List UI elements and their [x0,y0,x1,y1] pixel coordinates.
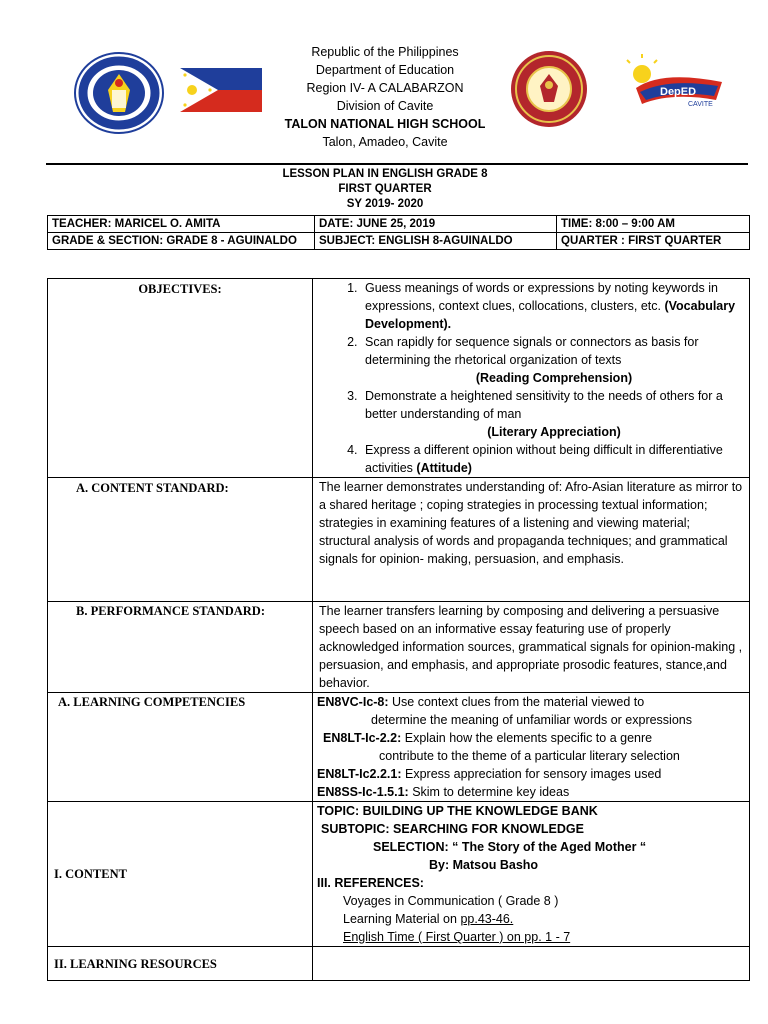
learning-competencies-label: A. LEARNING COMPETENCIES [58,695,246,709]
learning-resources-row [48,947,750,981]
competency-cont: contribute to the theme of a particular literary selection [379,749,680,763]
lesson-plan-title [180,167,590,212]
svg-text:CAVITE: CAVITE [688,101,713,108]
lesson-plan-table [47,278,750,981]
objective-item: 1. Guess meanings of words or expressions by noting keywords in expressions, context clues, collocations, clusters, etc. (Vocabulary Development). [361,279,743,333]
objective-item: 2. Scan rapidly for sequence signals or connectors as basis for determining the rhetorical organization of texts (Reading Comprehension) [361,333,743,387]
performance-standard-row [48,602,750,693]
learning-competencies-row [48,693,750,802]
title-line-1: LESSON PLAN IN ENGLISH GRADE 8 [282,168,488,180]
header-line-4: Division of Cavite [336,99,434,113]
selection: SELECTION: “ The Story of the Aged Mother “ [373,840,647,854]
competency-item: EN8LT-Ic2.2.1: Express appreciation for sensory images used [317,767,662,781]
header-line-2: Department of Education [315,63,455,77]
school-seal-logo [510,50,588,128]
svg-text:DepED: DepED [660,86,697,98]
content-row [48,802,750,947]
header-line-1: Republic of the Philippines [311,45,459,59]
reference-2-link[interactable]: pp.43-46. [460,912,514,926]
objectives-row [48,279,750,478]
quarter-cell: QUARTER : FIRST QUARTER [557,233,750,250]
competency-item: EN8SS-Ic-1.5.1: Skim to determine key ideas [317,785,570,799]
header-line-3: Region IV- A CALABARZON [306,81,464,95]
content-standard-text: The learner demonstrates understanding of: Afro-Asian literature as mirror to a shared heritage ; coping strategies in processing textual information; strategies in examining features of a listening and viewing material; structural analysis of words and propaganda techniques; and grammatical signals for opinion- making, persuasion, and emphasis. [313,478,750,602]
subtopic: SUBTOPIC: SEARCHING FOR KNOWLEDGE [321,822,584,836]
grade-section-cell: GRADE & SECTION: GRADE 8 - AGUINALDO [48,233,315,250]
topic: TOPIC: BUILDING UP THE KNOWLEDGE BANK [317,804,598,818]
objective-item: 4. Express a different opinion without being difficult in differentiative activities (Attitude) [361,441,743,477]
title-line-3: SY 2019- 2020 [346,198,424,210]
competency-item: EN8VC-Ic-8: Use context clues from the material viewed to [317,695,645,709]
reference-1: Voyages in Communication ( Grade 8 ) [343,894,559,908]
header-divider [46,163,748,165]
competency-item: EN8LT-Ic-2.2: Explain how the elements specific to a genre [323,731,653,745]
info-table [47,215,750,250]
objective-item: 3. Demonstrate a heightened sensitivity to the needs of others for a better understanding of man (Literary Appreciation) [361,387,743,441]
references-label: III. REFERENCES: [317,876,424,890]
objectives-label: OBJECTIVES: [138,282,222,296]
objectives-list [313,279,743,477]
info-row [48,216,750,233]
time-cell: TIME: 8:00 – 9:00 AM [557,216,750,233]
performance-standard-label: B. PERFORMANCE STANDARD: [76,604,266,618]
content-standard-label: A. CONTENT STANDARD: [76,481,229,495]
performance-standard-text: The learner transfers learning by composing and delivering a persuasive speech based on an informative essay featuring use of properly acknowledged information sources, grammatical signals for opinion-making , persuasion, and emphasis, and appropriate prosodic features, stance,and behavior. [313,602,750,693]
title-line-2: FIRST QUARTER [338,183,432,195]
school-address: Talon, Amadeo, Cavite [322,135,448,149]
deped-seal-logo [74,52,164,134]
date-cell: DATE: JUNE 25, 2019 [315,216,557,233]
learning-resources-label: II. LEARNING RESOURCES [54,956,217,971]
teacher-cell: TEACHER: MARICEL O. AMITA [48,216,315,233]
learning-resources-value [313,947,750,981]
reference-2: Learning Material on pp.43-46. [343,912,514,926]
content-label: I. CONTENT [54,867,127,881]
header-block [230,43,540,151]
deped-cavite-logo [622,52,726,114]
info-row [48,233,750,250]
reference-3: English Time ( First Quarter ) on pp. 1 - 7 [343,930,571,944]
competency-cont: determine the meaning of unfamiliar words or expressions [371,713,692,727]
author: By: Matsou Basho [429,858,539,872]
subject-cell: SUBJECT: ENGLISH 8-AGUINALDO [315,233,557,250]
content-standard-row [48,478,750,602]
school-name: TALON NATIONAL HIGH SCHOOL [284,117,486,131]
